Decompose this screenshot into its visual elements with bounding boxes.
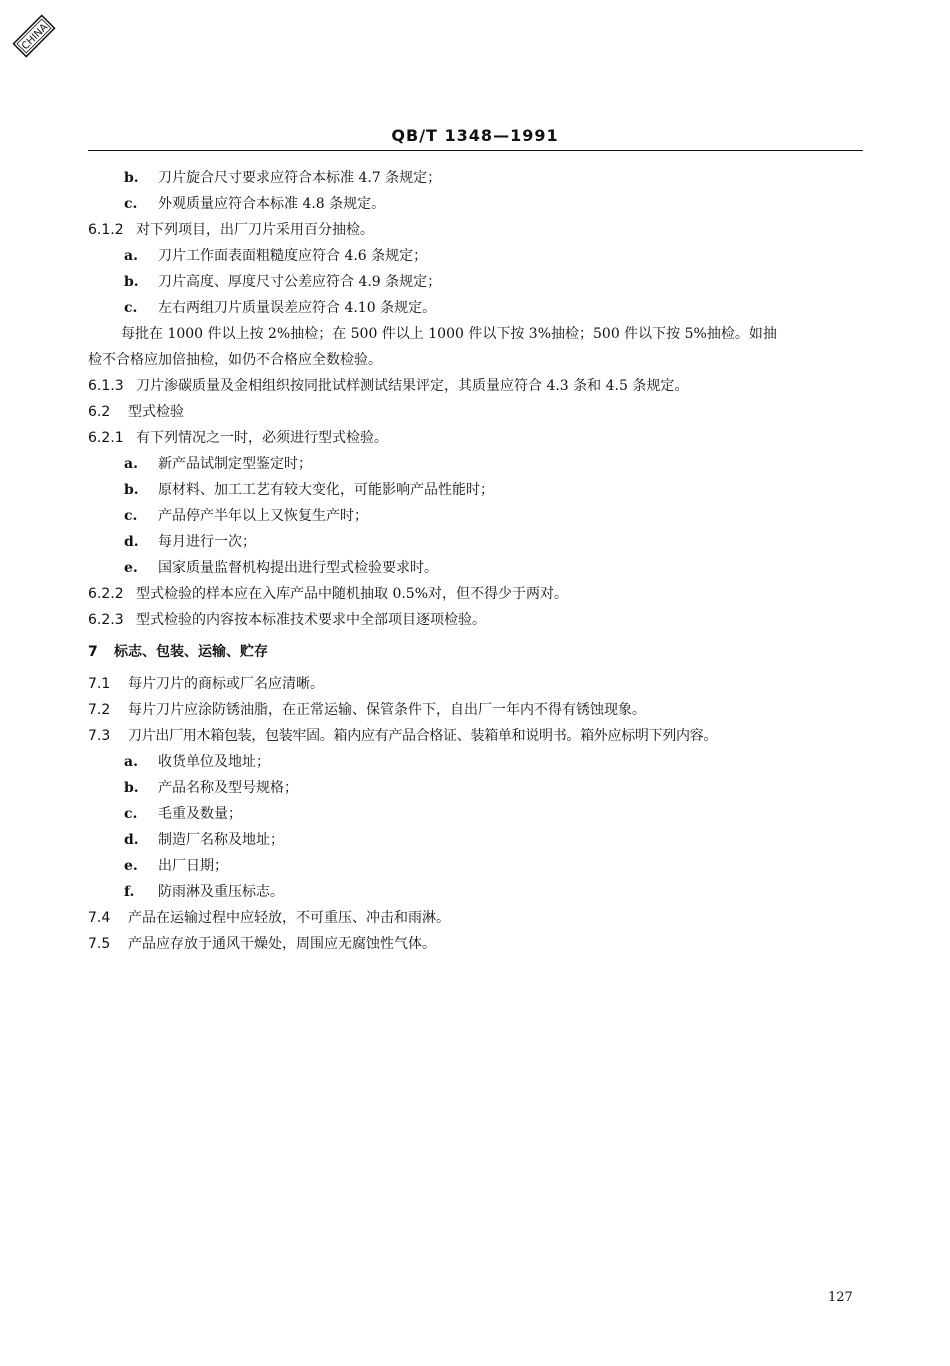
- item-marker: a.: [124, 754, 138, 770]
- list-item: [88, 191, 863, 217]
- list-item: [88, 879, 863, 905]
- clause-text: 产品应存放于通风干燥处，周围应无腐蚀性气体。: [128, 936, 436, 952]
- list-item: [88, 853, 863, 879]
- list-item: [88, 451, 863, 477]
- clause-number: 7.5: [88, 936, 111, 952]
- item-text: 刀片高度、厚度尺寸公差应符合 4.9 条规定；: [158, 274, 442, 290]
- china-stamp: [8, 10, 60, 62]
- section-heading: 标志、包装、运输、贮存: [114, 644, 268, 660]
- item-marker: c.: [124, 300, 138, 316]
- item-marker: a.: [124, 456, 138, 472]
- list-item: [88, 269, 863, 295]
- clause-text: 对下列项目，出厂刀片采用百分抽检。: [136, 222, 374, 238]
- item-text: 新产品试制定型鉴定时；: [158, 456, 312, 472]
- section-title-7: [88, 639, 863, 665]
- list-item: [88, 827, 863, 853]
- item-text: 国家质量监督机构提出进行型式检验要求时。: [158, 560, 438, 576]
- clause-number: 6.2.2: [88, 586, 124, 602]
- list-item: [88, 295, 863, 321]
- item-marker: b.: [124, 274, 139, 290]
- list-item: [88, 477, 863, 503]
- clause-text: 每片刀片应涂防锈油脂，在正常运输、保管条件下，自出厂一年内不得有锈蚀现象。: [128, 702, 646, 718]
- clause-number: 6.1.2: [88, 222, 124, 238]
- item-marker: b.: [124, 482, 139, 498]
- clause-7-1: [88, 671, 863, 697]
- list-item: [88, 775, 863, 801]
- item-marker: a.: [124, 248, 138, 264]
- item-text: 收货单位及地址；: [158, 754, 270, 770]
- clause-7-3: [88, 723, 863, 749]
- clause-number: 7.3: [88, 728, 111, 744]
- item-marker: c.: [124, 196, 138, 212]
- clause-number: 7.4: [88, 910, 111, 926]
- list-item: [88, 165, 863, 191]
- clause-text: 型式检验的内容按本标准技术要求中全部项目逐项检验。: [136, 612, 486, 628]
- item-text: 产品名称及型号规格；: [158, 780, 298, 796]
- clause-6-2-1: [88, 425, 863, 451]
- clause-7-4: [88, 905, 863, 931]
- sampling-paragraph-line-2: 检不合格应加倍抽检，如仍不合格应全数检验。: [88, 352, 382, 368]
- item-text: 制造厂名称及地址；: [158, 832, 284, 848]
- item-text: 刀片工作面表面粗糙度应符合 4.6 条规定；: [158, 248, 428, 264]
- clause-text: 型式检验的样本应在入库产品中随机抽取 0.5%对，但不得少于两对。: [136, 586, 569, 602]
- document-header: QB/T 1348—1991: [391, 126, 559, 145]
- item-text: 左右两组刀片质量误差应符合 4.10 条规定。: [158, 300, 437, 316]
- item-text: 产品停产半年以上又恢复生产时；: [158, 508, 368, 524]
- item-text: 防雨淋及重压标志。: [158, 884, 284, 900]
- item-marker: d.: [124, 534, 139, 550]
- clause-7-5: [88, 931, 863, 957]
- clause-number: 6.2.1: [88, 430, 124, 446]
- clause-text: 刀片渗碳质量及金相组织按同批试样测试结果评定，其质量应符合 4.3 条和 4.5 条规定。: [136, 378, 689, 394]
- item-text: 出厂日期；: [158, 858, 228, 874]
- clause-6-2: [88, 399, 863, 425]
- clause-number: 7.1: [88, 676, 111, 692]
- list-item: [88, 801, 863, 827]
- item-marker: c.: [124, 806, 138, 822]
- list-item: [88, 529, 863, 555]
- list-item: [88, 243, 863, 269]
- clause-text: 刀片出厂用木箱包装，包装牢固。箱内应有产品合格证、装箱单和说明书。箱外应标明下列内容。: [128, 728, 718, 744]
- item-marker: b.: [124, 170, 139, 186]
- item-text: 外观质量应符合本标准 4.8 条规定。: [158, 196, 386, 212]
- item-marker: e.: [124, 858, 138, 874]
- item-text: 每月进行一次；: [158, 534, 256, 550]
- item-text: 毛重及数量；: [158, 806, 242, 822]
- header-rule: [88, 150, 863, 151]
- item-marker: b.: [124, 780, 139, 796]
- clause-text: 有下列情况之一时，必须进行型式检验。: [136, 430, 388, 446]
- section-number: 7: [88, 644, 98, 660]
- list-item: [88, 555, 863, 581]
- clause-number: 7.2: [88, 702, 111, 718]
- clause-7-2: [88, 697, 863, 723]
- clause-number: 6.2: [88, 404, 111, 420]
- list-item: [88, 503, 863, 529]
- clause-6-2-3: [88, 607, 863, 633]
- clause-6-2-2: [88, 581, 863, 607]
- clause-6-1-2: [88, 217, 863, 243]
- item-marker: c.: [124, 508, 138, 524]
- clause-number: 6.2.3: [88, 612, 124, 628]
- clause-text: 每片刀片的商标或厂名应清晰。: [128, 676, 324, 692]
- clause-6-1-3: [88, 373, 863, 399]
- document-body: [88, 165, 863, 957]
- clause-text: 产品在运输过程中应轻放，不可重压、冲击和雨淋。: [128, 910, 450, 926]
- clause-number: 6.1.3: [88, 378, 124, 394]
- clause-text: 型式检验: [128, 404, 184, 420]
- sampling-paragraph-line-1: 每批在 1000 件以上按 2%抽检；在 500 件以上 1000 件以下按 3%抽检；500 件以下按 5%抽检。如抽: [121, 326, 777, 342]
- list-item: [88, 749, 863, 775]
- item-marker: d.: [124, 832, 139, 848]
- item-text: 刀片旋合尺寸要求应符合本标准 4.7 条规定；: [158, 170, 442, 186]
- item-text: 原材料、加工工艺有较大变化，可能影响产品性能时；: [158, 482, 494, 498]
- svg-text:CHINA: CHINA: [19, 21, 51, 53]
- page-number: 127: [828, 1290, 853, 1305]
- item-marker: f.: [124, 884, 135, 900]
- item-marker: e.: [124, 560, 138, 576]
